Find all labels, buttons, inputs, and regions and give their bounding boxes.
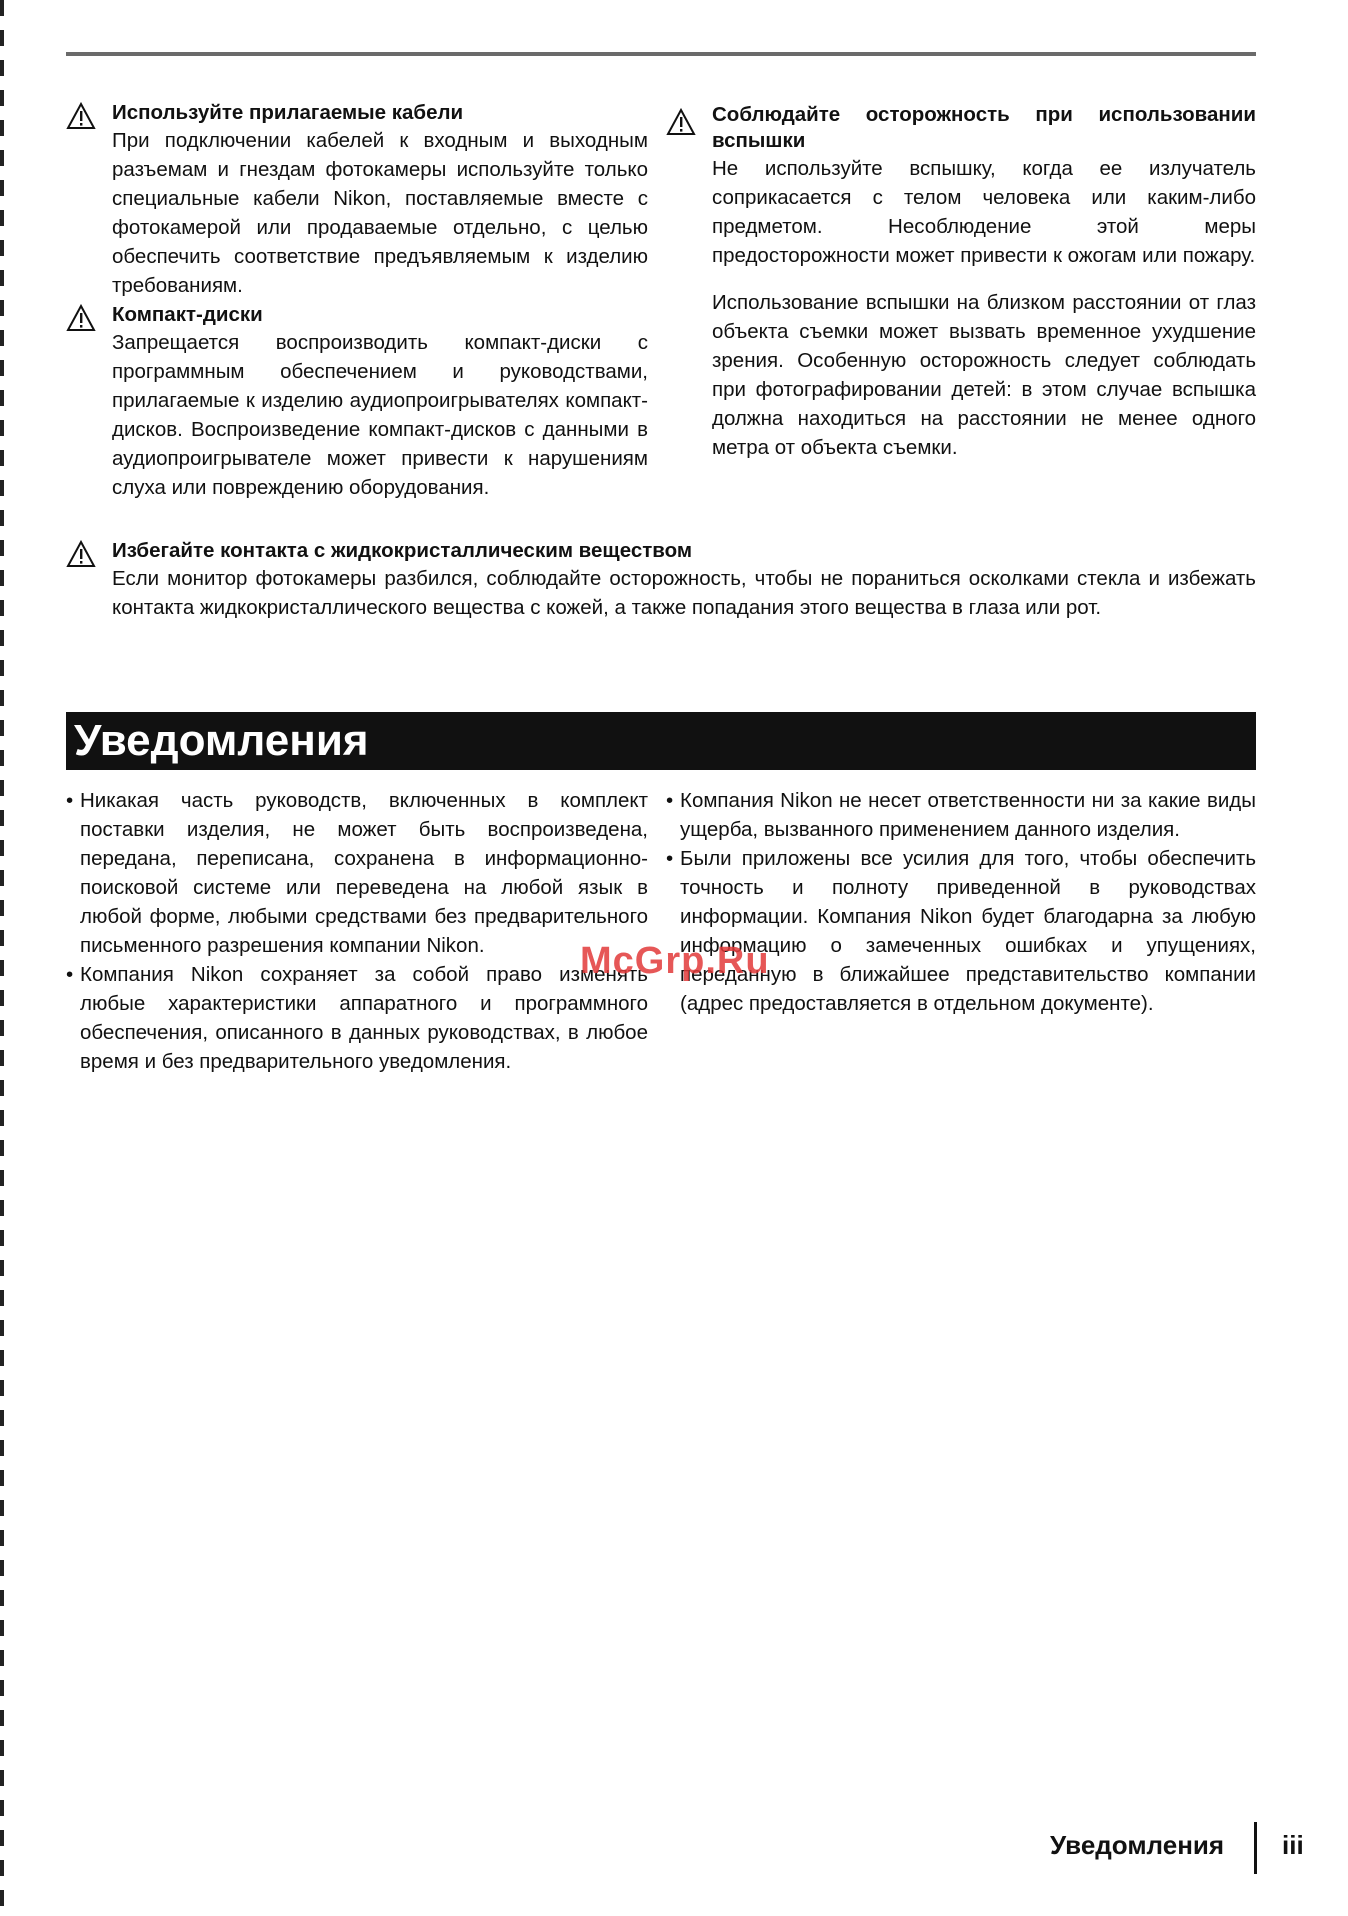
warning-body: При подключении кабелей к входным и выходным разъемам и гнездам фотокамеры используйте только специальные кабели Nikon, поставляемые вместе с фотокамерой или продаваемые отдельно, с целью обеспечить соответствие предъявляемым к изделию требованиям. [112,129,648,297]
warning-lcd [66,538,1256,622]
warning-cables [66,100,648,300]
warning-cds [66,302,648,502]
page-edge-marks [0,0,4,1916]
notice-item: • Были приложены все усилия для того, чтобы обеспечить точность и полноту приведенной в руководствах информации. Компания Nikon будет благодарна за любую информацию о замеченных ошибках и упущениях, переданную в ближайшее представительство компании (адрес предоставляется в отдельном документе). [666,844,1256,1018]
notices-right-column [666,786,1256,1018]
warning-body: Не используйте вспышку, когда ее излучатель соприкасается с телом человека или каким-либо предметом. Несоблюдение этой меры предосторожности может привести к ожогам или пожару. [712,157,1256,267]
warning-triangle-icon [66,304,96,332]
warning-body: Запрещается воспроизводить компакт-диски с программным обеспечением и руководствами, прилагаемые к изделию аудиопроигрывателях компакт-дисков. Воспроизведение компакт-дисков с данными в аудиопроигрывателе может привести к нарушениям слуха или повреждению оборудования. [112,331,648,499]
notice-item: • Никакая часть руководств, включенных в комплект поставки изделия, не может быть воспроизведена, передана, переписана, сохранена в информационно-поисковой системе или переведена на любой язык в любой форме, любыми средствами без предварительного письменного разрешения компании Nikon. [66,786,648,960]
warning-title: Избегайте контакта с жидкокристаллическим веществом [112,539,693,562]
notice-item: • Компания Nikon сохраняет за собой право изменять любые характеристики аппаратного и программного обеспечения, описанного в данных руководствах, в любое время и без предварительного уведомления. [66,960,648,1076]
section-header [66,712,1256,770]
page-number: iii [1282,1830,1304,1860]
footer-divider [1254,1822,1257,1874]
warning-body: Если монитор фотокамеры разбился, соблюдайте осторожность, чтобы не пораниться осколками стекла и избежать контакта жидкокристаллического вещества с кожей, а также попадания этого вещества в глаза или рот. [112,567,1256,619]
warning-triangle-icon [66,102,96,130]
notices-left-column [66,786,648,1076]
warning-body-secondary: Использование вспышки на близком расстоянии от глаз объекта съемки может вызвать временное ухудшение зрения. Особенную осторожность следует соблюдать при фотографировании детей: в этом случае вспышка должна находиться на расстоянии не менее одного метра от объекта съемки. [712,291,1256,459]
notice-item: • Компания Nikon не несет ответственности ни за какие виды ущерба, вызванного применением данного изделия. [666,786,1256,844]
warning-triangle-icon [66,540,96,568]
section-title: Уведомления [74,716,369,765]
warning-flash [666,102,1256,462]
top-rule [66,52,1256,56]
footer-section-label: Уведомления [1050,1830,1225,1860]
watermark: McGrp.Ru [580,940,770,982]
warning-triangle-icon [666,108,696,136]
warning-title: Соблюдайте осторожность при использовании вспышки [712,103,1256,152]
warning-title: Используйте прилагаемые кабели [112,101,464,124]
warning-title: Компакт-диски [112,303,263,326]
